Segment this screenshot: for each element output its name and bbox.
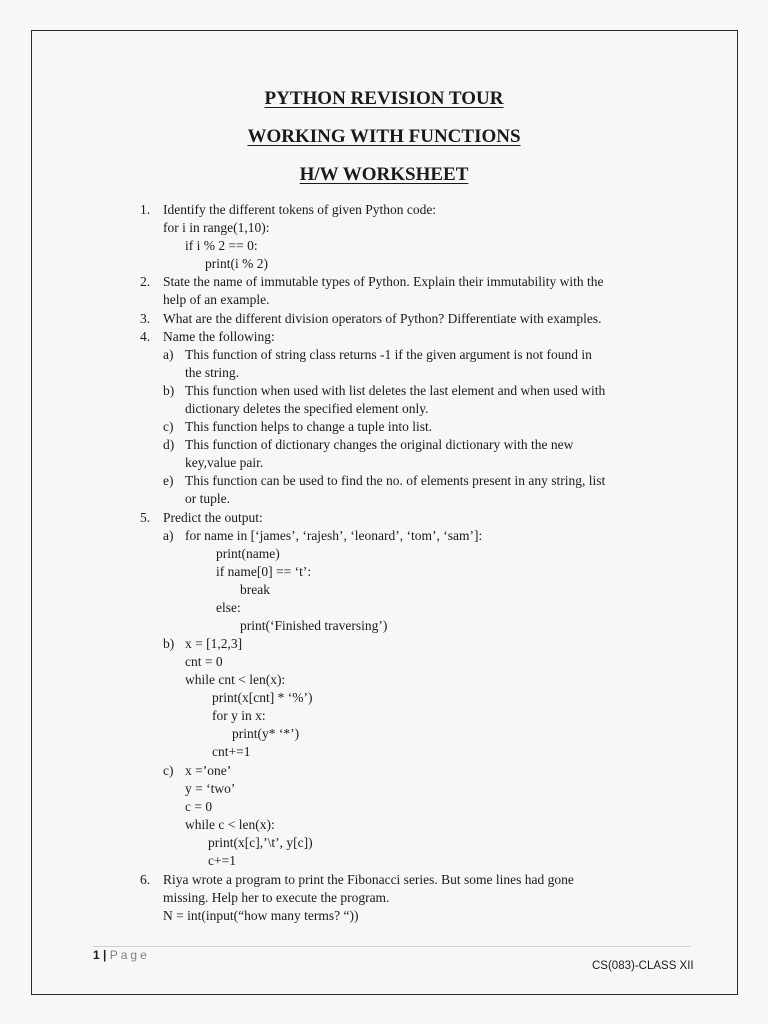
item-text: This function of dictionary changes the original dictionary with the new xyxy=(185,437,574,452)
item-text: This function helps to change a tuple into list. xyxy=(185,419,433,434)
footer-separator: | xyxy=(103,948,107,962)
title-working-with-functions: WORKING WITH FUNCTIONS xyxy=(247,126,521,147)
question-text: What are the different division operators of Python? Differentiate with examples. xyxy=(163,311,602,326)
code-line: print(i % 2) xyxy=(205,256,268,271)
code-line: c+=1 xyxy=(208,853,236,868)
page-number: 1 xyxy=(93,948,100,962)
question-text: Predict the output: xyxy=(163,510,263,525)
item-text: or tuple. xyxy=(185,491,230,506)
item-label: a) xyxy=(163,528,174,543)
item-text: dictionary deletes the specified element only. xyxy=(185,401,429,416)
code-line: print(y* ‘*’) xyxy=(232,726,300,741)
code-line: if name[0] == ‘t’: xyxy=(216,564,312,579)
code-line: for name in [‘james’, ‘rajesh’, ‘leonard’, ‘tom’, ‘sam’]: xyxy=(185,528,483,543)
question-text: Identify the different tokens of given Python code: xyxy=(163,202,437,217)
code-line: for y in x: xyxy=(212,708,266,723)
code-line: while c < len(x): xyxy=(185,817,275,832)
item-label: a) xyxy=(163,347,174,362)
footer-rule xyxy=(93,946,691,947)
question-number: 4. xyxy=(140,329,151,344)
question-number: 1. xyxy=(140,202,151,217)
question-text: Riya wrote a program to print the Fibonacci series. But some lines had gone xyxy=(163,872,574,887)
item-text: This function can be used to find the no. of elements present in any string, list xyxy=(185,473,606,488)
code-line: cnt = 0 xyxy=(185,654,223,669)
course-label: CS(083)-CLASS XII xyxy=(592,960,694,972)
page-label: Page xyxy=(109,948,150,962)
code-line: print(x[c],’\t’, y[c]) xyxy=(208,835,313,850)
code-line: x = [1,2,3] xyxy=(185,636,243,651)
page-footer xyxy=(93,948,150,962)
code-line: x =’one’ xyxy=(185,763,232,778)
question-text: State the name of immutable types of Python. Explain their immutability with the xyxy=(163,274,604,289)
question-text: Name the following: xyxy=(163,329,275,344)
item-text: This function when used with list deletes the last element and when used with xyxy=(185,383,606,398)
item-label: d) xyxy=(163,437,175,452)
item-label: c) xyxy=(163,763,174,778)
item-text: key,value pair. xyxy=(185,455,264,470)
code-line: else: xyxy=(216,600,241,615)
code-line: c = 0 xyxy=(185,799,213,814)
item-text: This function of string class returns -1 if the given argument is not found in xyxy=(185,347,592,362)
question-text: help of an example. xyxy=(163,292,270,307)
code-line: print(name) xyxy=(216,546,280,561)
code-line: if i % 2 == 0: xyxy=(185,238,258,253)
item-text: the string. xyxy=(185,365,239,380)
question-number: 3. xyxy=(140,311,151,326)
title-python-revision-tour: PYTHON REVISION TOUR xyxy=(264,88,504,109)
code-line: cnt+=1 xyxy=(212,744,251,759)
question-number: 5. xyxy=(140,510,151,525)
code-line: print(x[cnt] * ‘%’) xyxy=(212,690,313,705)
item-label: e) xyxy=(163,473,174,488)
question-text: missing. Help her to execute the program. xyxy=(163,890,390,905)
item-label: b) xyxy=(163,383,175,398)
code-line: print(‘Finished traversing’) xyxy=(240,618,388,633)
code-line: N = int(input(“how many terms? “)) xyxy=(163,908,359,923)
item-label: c) xyxy=(163,419,174,434)
code-line: break xyxy=(240,582,270,597)
question-number: 6. xyxy=(140,872,151,887)
code-line: for i in range(1,10): xyxy=(163,220,270,235)
item-label: b) xyxy=(163,636,175,651)
code-line: y = ‘two’ xyxy=(185,781,236,796)
title-hw-worksheet: H/W WORKSHEET xyxy=(299,164,469,185)
question-number: 2. xyxy=(140,274,151,289)
code-line: while cnt < len(x): xyxy=(185,672,286,687)
